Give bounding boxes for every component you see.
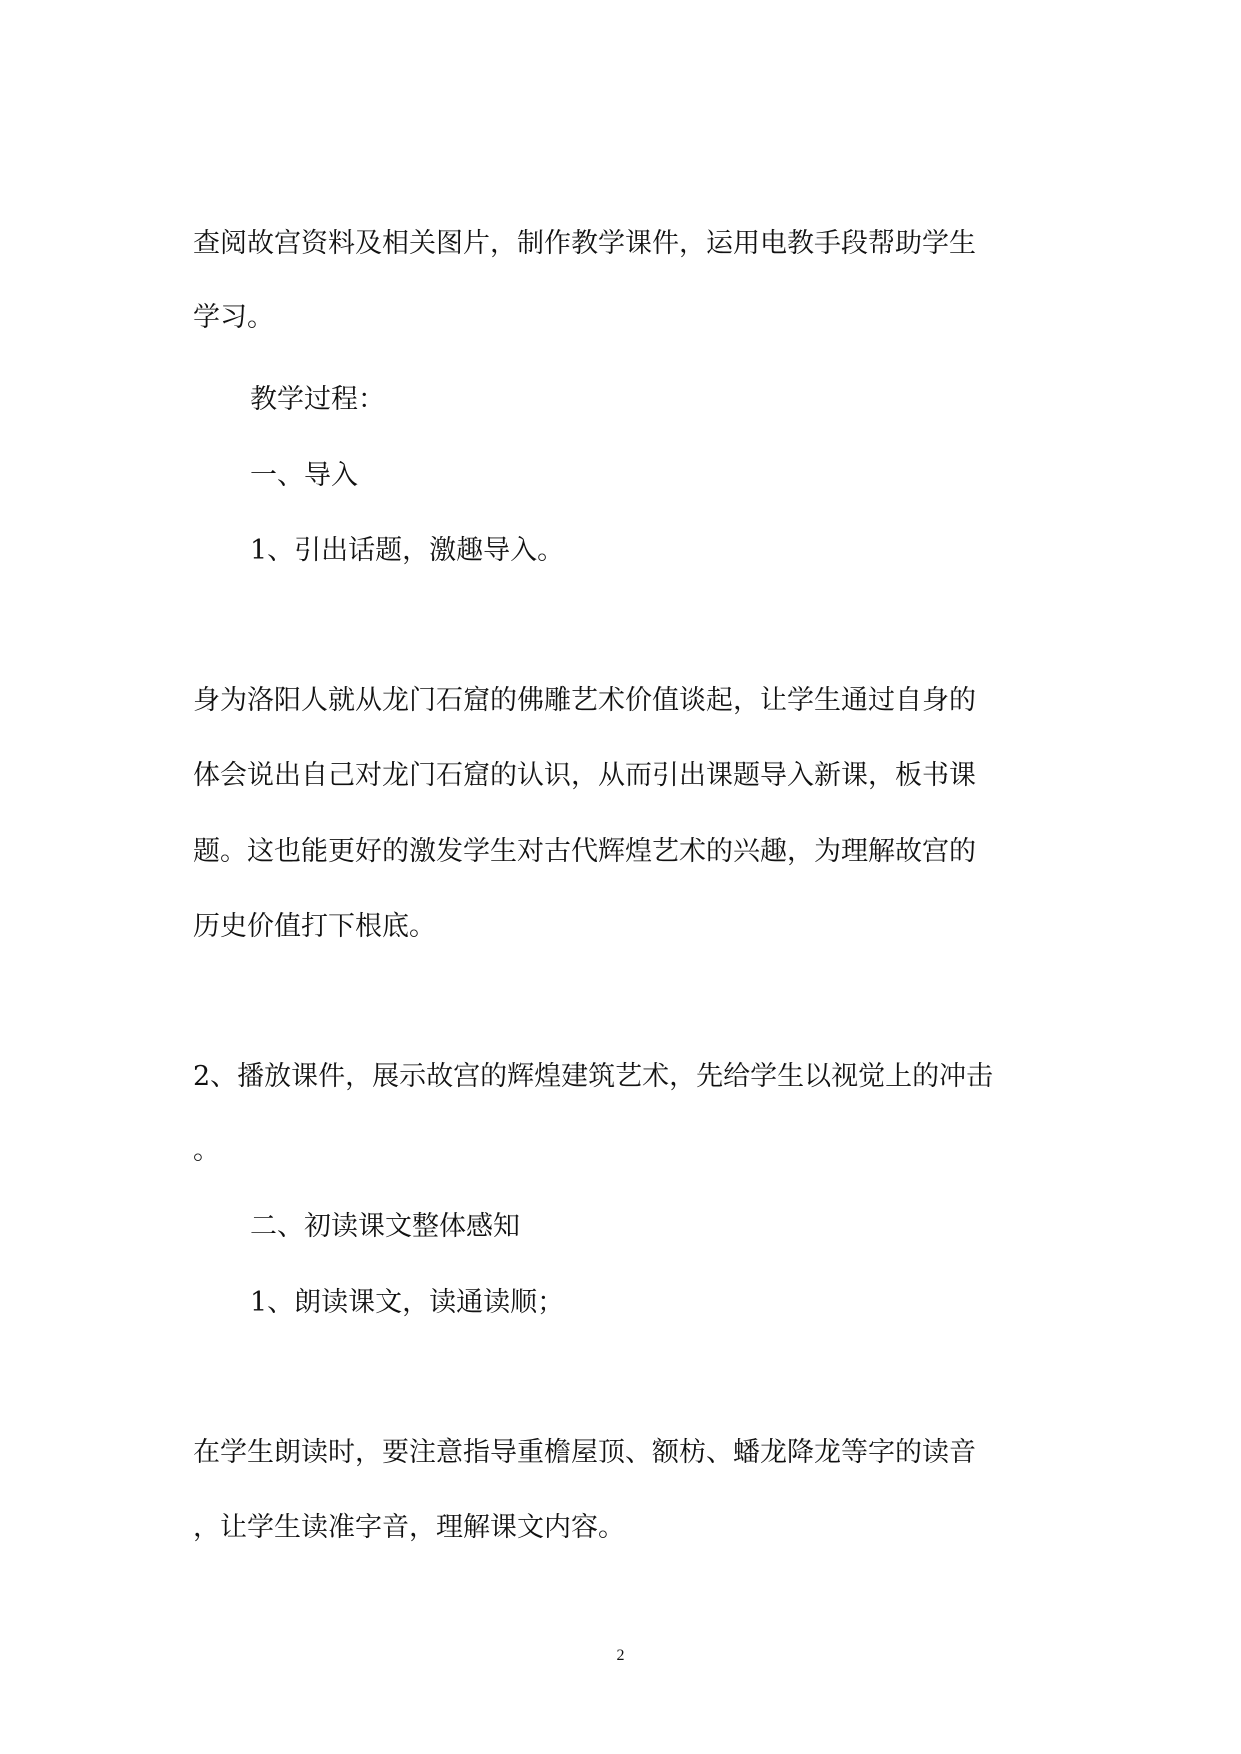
text-line: 在学生朗读时，要注意指导重檐屋顶、额枋、蟠龙降龙等字的读音 (193, 1437, 976, 1468)
text-line: 历史价值打下根底。 (193, 911, 436, 942)
section-heading: 教学过程： (250, 384, 385, 415)
list-item: 2、播放课件，展示故宫的辉煌建筑艺术，先给学生以视觉上的冲击 (193, 1061, 994, 1092)
text-line: 体会说出自己对龙门石窟的认识，从而引出课题导入新课，板书课 (193, 760, 976, 791)
page-number: 2 (616, 1647, 625, 1664)
section-heading: 一、导入 (250, 460, 358, 491)
text-line: ，让学生读准字音，理解课文内容。 (193, 1512, 625, 1543)
text-line: 题。这也能更好的激发学生对古代辉煌艺术的兴趣，为理解故宫的 (193, 836, 976, 867)
list-item: 1、引出话题，激趣导入。 (250, 535, 565, 566)
text-line: 身为洛阳人就从龙门石窟的佛雕艺术价值谈起，让学生通过自身的 (193, 685, 976, 716)
section-heading: 二、初读课文整体感知 (250, 1211, 520, 1242)
list-item: 1、朗读课文，读通读顺； (250, 1287, 565, 1318)
text-line: 查阅故宫资料及相关图片，制作教学课件，运用电教手段帮助学生 (193, 228, 976, 259)
text-line: 。 (193, 1135, 220, 1166)
text-line: 学习。 (193, 302, 274, 333)
